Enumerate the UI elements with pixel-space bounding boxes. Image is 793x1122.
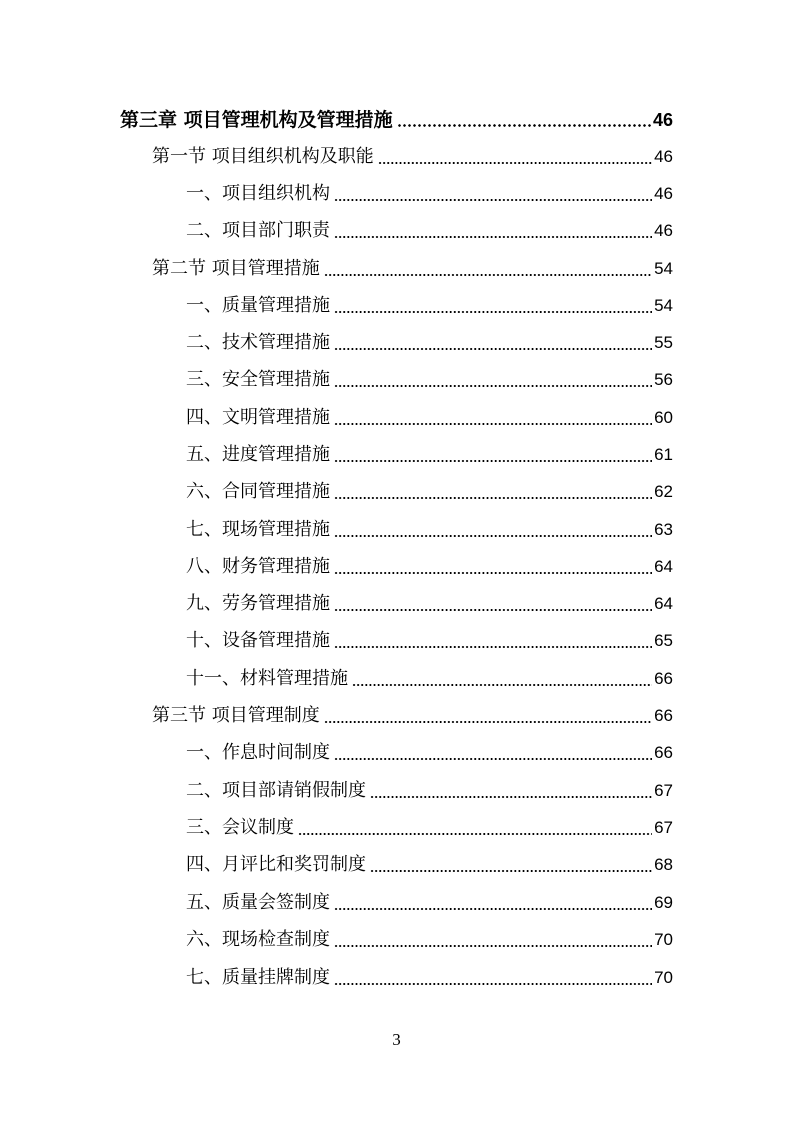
toc-entry-title: 七、现场管理措施 [186,519,330,540]
toc-entry-title: 八、财务管理措施 [186,556,330,577]
dot-leader [334,535,652,537]
toc-entry-item[interactable] [186,553,673,581]
toc-entry-title: 第三节 项目管理制度 [152,705,320,726]
toc-entry-title: 一、质量管理措施 [186,295,330,316]
toc-entry-page: 61 [654,445,673,464]
dot-leader [334,423,652,425]
toc-entry-page: 46 [652,110,673,130]
toc-entry-page: 46 [654,184,673,203]
dot-leader [370,796,652,798]
page-number: 3 [392,1030,401,1049]
toc-entry-title: 第二节 项目管理措施 [152,258,320,279]
dot-leader [334,460,652,462]
toc-entry-item[interactable] [186,590,673,618]
toc-entry-page: 46 [654,147,673,166]
dot-leader [334,908,652,910]
toc-entry-page: 66 [654,743,673,762]
toc-entry-title: 六、合同管理措施 [186,481,330,502]
dot-leader [334,311,652,313]
toc-entry-title: 十、设备管理措施 [186,630,330,651]
dot-leader [334,572,652,574]
toc-entry-page: 60 [654,408,673,427]
toc-entry-item[interactable] [186,739,673,767]
dot-leader [334,236,652,238]
toc-entry-item[interactable] [186,404,673,432]
toc-entry-page: 62 [654,482,673,501]
dot-leader [324,274,652,276]
dot-leader [334,199,652,201]
dot-leader [334,385,652,387]
toc-entry-item[interactable] [186,926,673,954]
toc-entry-title: 二、项目部门职责 [186,220,330,241]
toc-entry-item[interactable] [186,964,673,992]
toc-entry-title: 一、项目组织机构 [186,183,330,204]
toc-entry-item[interactable] [186,851,673,879]
toc-entry-title: 三、安全管理措施 [186,369,330,390]
toc-entry-page: 70 [654,968,673,987]
toc-entry-page: 64 [654,594,673,613]
dot-leader [334,945,652,947]
toc-entry-item[interactable] [186,516,673,544]
toc-entry-page: 68 [654,855,673,874]
toc-entry-page: 64 [654,557,673,576]
toc-entry-title: 二、项目部请销假制度 [186,780,366,801]
dot-leader [334,609,652,611]
toc-entry-page: 67 [654,818,673,837]
toc-entry-page: 54 [654,259,673,278]
dot-leader [378,162,652,164]
toc-entry-item[interactable] [186,180,673,208]
dot-leader [334,983,652,985]
toc-entry-page: 66 [654,669,673,688]
toc-entry-title: 七、质量挂牌制度 [186,967,330,988]
toc-entry-title: 六、现场检查制度 [186,929,330,950]
toc-entry-title: 三、会议制度 [186,817,294,838]
toc-entry-title: 第一节 项目组织机构及职能 [152,146,374,167]
toc-entry-title: 一、作息时间制度 [186,742,330,763]
dot-leader [324,721,652,723]
toc-entry-page: 56 [654,370,673,389]
toc-entry-section[interactable] [152,702,673,730]
dot-leader [298,833,652,835]
toc-entry-section[interactable] [152,143,673,171]
dot-leader [334,646,652,648]
toc-entry-chapter-3[interactable] [120,106,673,134]
toc-entry-page: 67 [654,781,673,800]
toc-entry-title: 四、月评比和奖罚制度 [186,854,366,875]
toc-entry-item[interactable] [186,366,673,394]
toc-entry-item[interactable] [186,627,673,655]
dot-leader [334,348,652,350]
toc-entry-page: 46 [654,221,673,240]
toc-entry-item[interactable] [186,292,673,320]
toc-entry-title: 五、质量会签制度 [186,892,330,913]
toc-entry-page: 55 [654,333,673,352]
toc-entry-page: 63 [654,520,673,539]
toc-entry-item[interactable] [186,889,673,917]
toc-entry-page: 69 [654,893,673,912]
toc-entry-page: 54 [654,296,673,315]
dot-leader [397,124,651,127]
toc-entry-item[interactable] [186,217,673,245]
dot-leader [334,758,652,760]
toc-entry-item[interactable] [186,478,673,506]
toc-entry-title: 九、劳务管理措施 [186,593,330,614]
toc-entry-item[interactable] [186,441,673,469]
toc-entry-title: 二、技术管理措施 [186,332,330,353]
toc-entry-item[interactable] [186,665,673,693]
toc-entry-title: 十一、材料管理措施 [186,668,348,689]
dot-leader [370,870,652,872]
toc-entry-title: 第三章 项目管理机构及管理措施 [120,109,393,131]
toc-entry-page: 66 [654,706,673,725]
toc-entry-item[interactable] [186,777,673,805]
toc-entry-item[interactable] [186,814,673,842]
dot-leader [334,497,652,499]
toc-entry-title: 四、文明管理措施 [186,407,330,428]
toc-entry-section[interactable] [152,255,673,283]
toc-entry-page: 70 [654,930,673,949]
dot-leader [352,684,652,686]
toc-entry-item[interactable] [186,329,673,357]
toc-entry-page: 65 [654,631,673,650]
toc-entry-title: 五、进度管理措施 [186,444,330,465]
